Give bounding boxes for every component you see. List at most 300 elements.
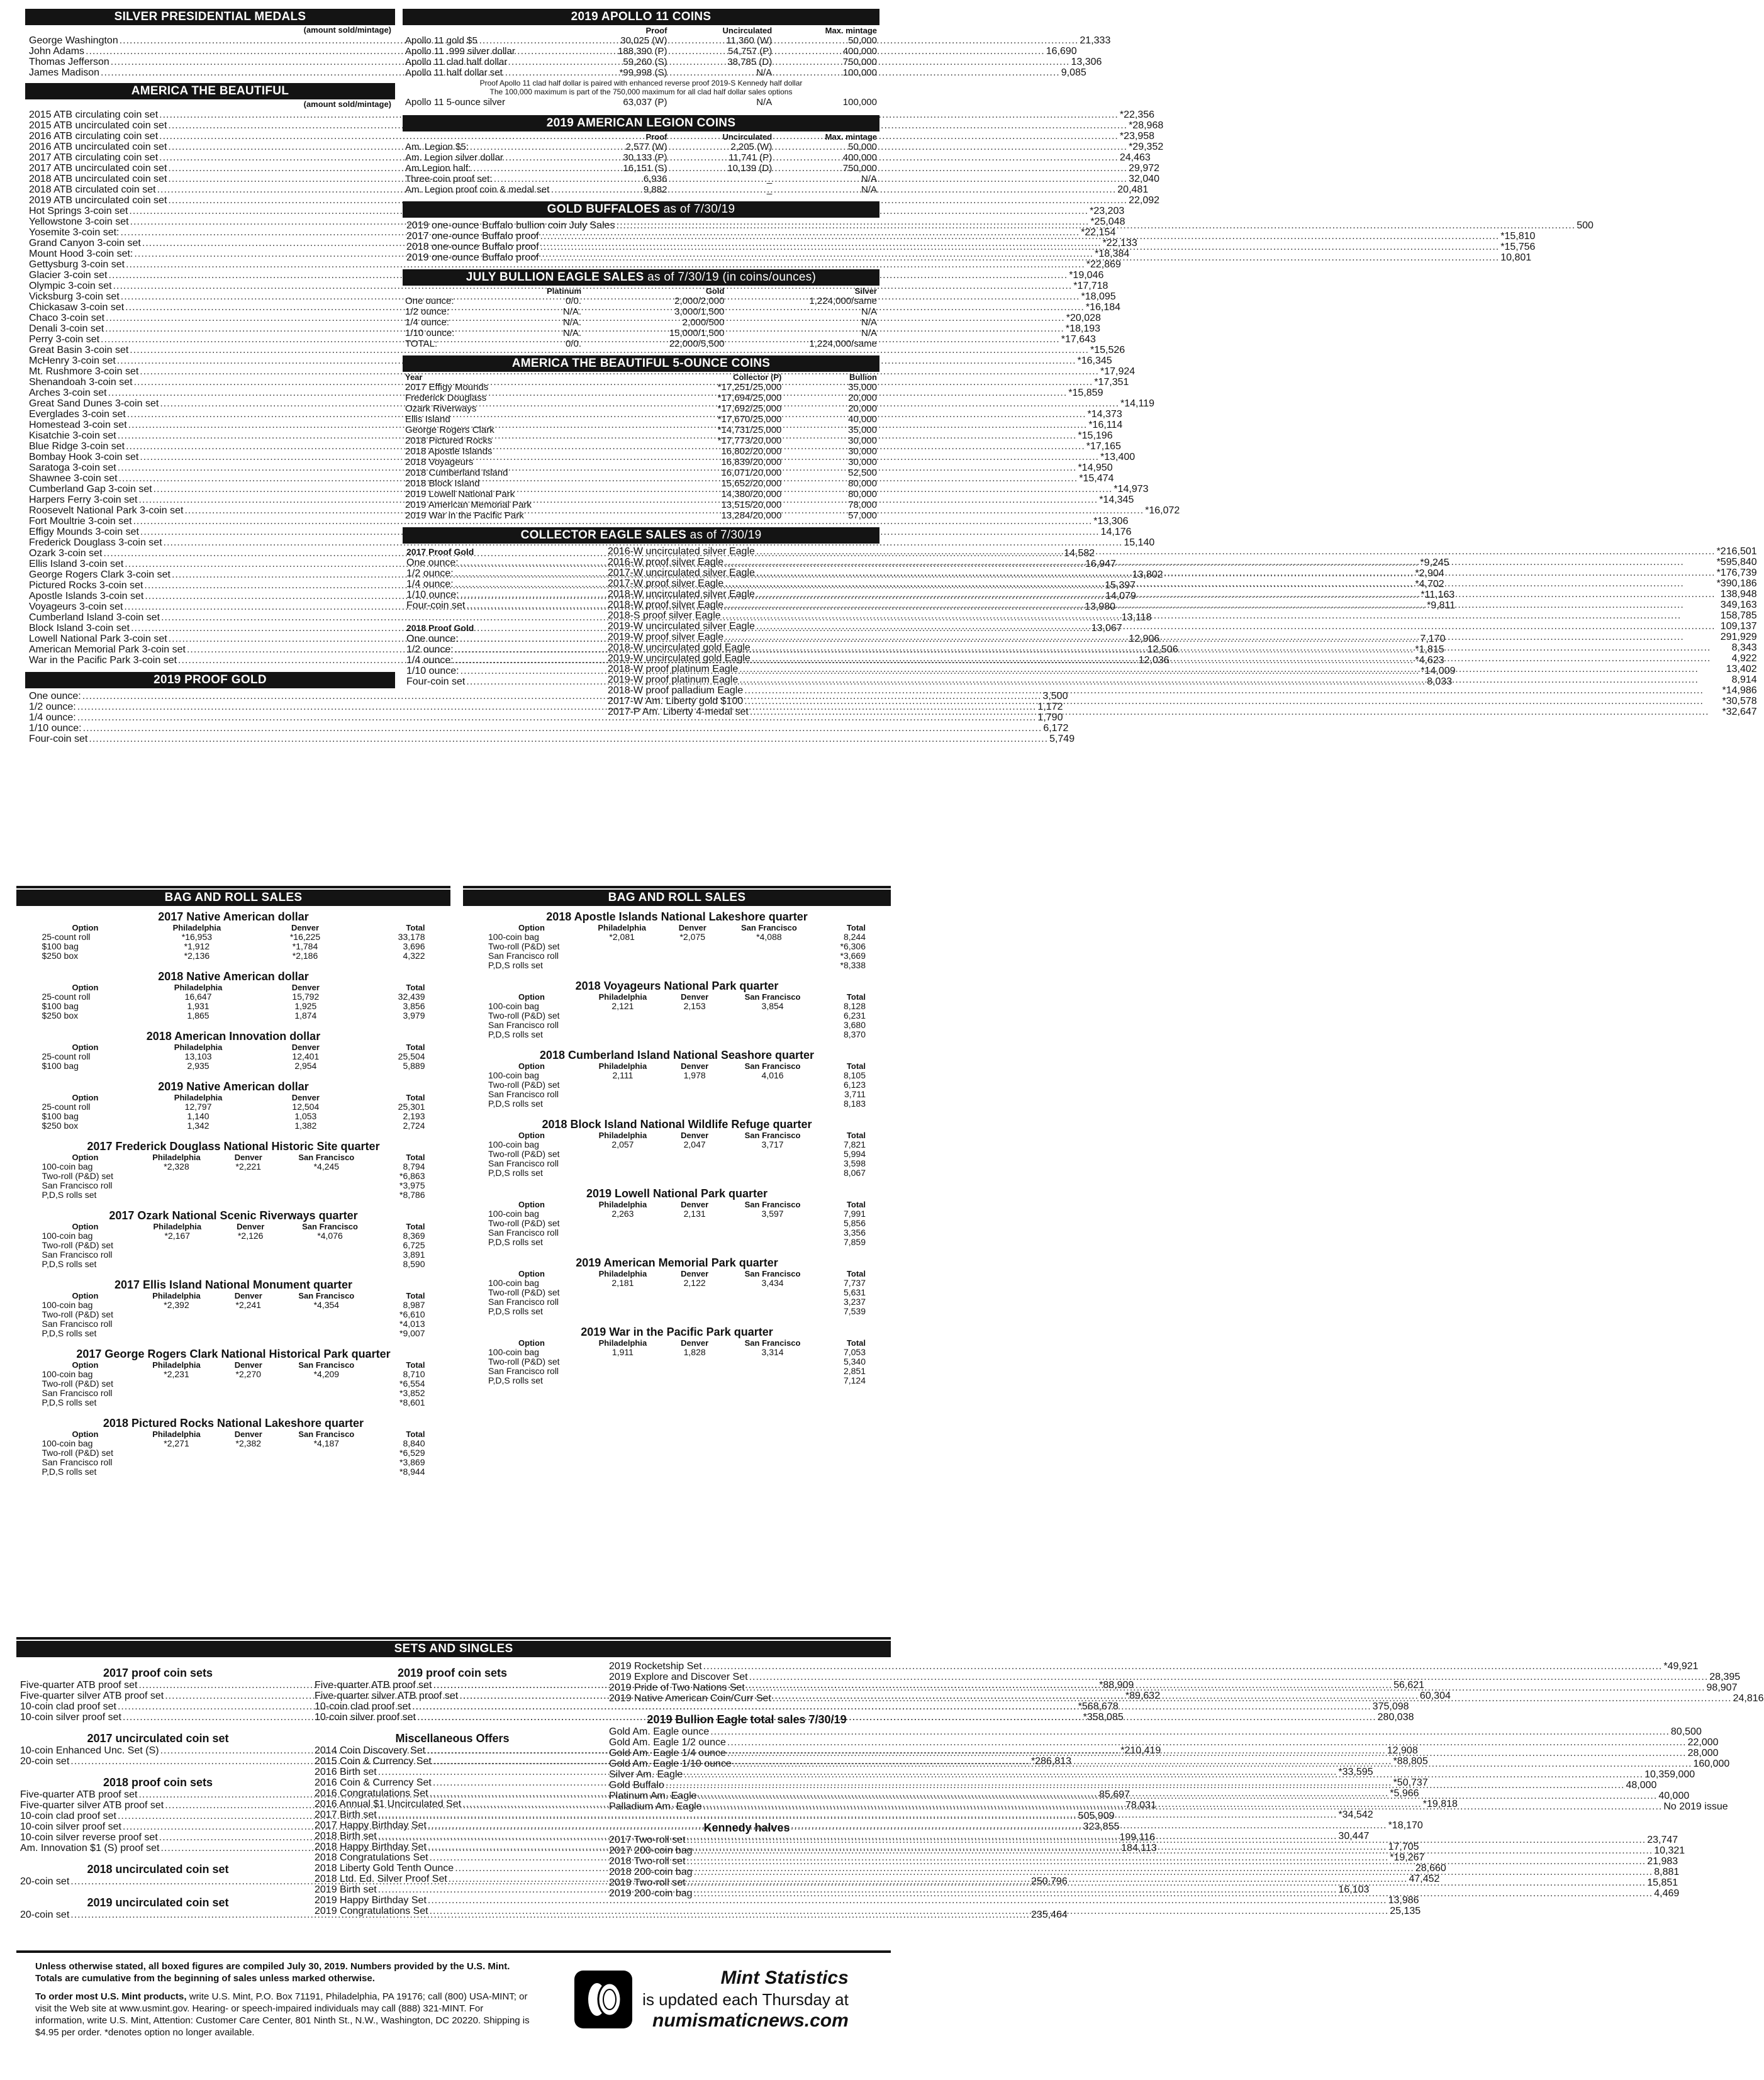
bag-cell: *2,126 bbox=[237, 1231, 264, 1241]
bag-row bbox=[38, 1102, 429, 1112]
item-value: *15,756 bbox=[1500, 242, 1536, 252]
bag-cell: *6,863 bbox=[399, 1171, 425, 1181]
item-value: 13,980 bbox=[1085, 601, 1116, 612]
table-cell: *17,692/25,000 bbox=[717, 403, 782, 414]
atb-caption: (amount sold/mintage) bbox=[303, 99, 391, 109]
silver-medals-header: SILVER PRESIDENTIAL MEDALS bbox=[25, 9, 395, 25]
table-cell: 2019 War in the Pacific Park bbox=[405, 510, 524, 521]
item-value: 13,118 bbox=[1121, 612, 1152, 623]
bag-cell: P,D,S rolls set bbox=[42, 1328, 97, 1338]
dot-leader bbox=[752, 653, 1731, 664]
apollo-header: 2019 APOLLO 11 COINS bbox=[403, 9, 879, 25]
dot-leader bbox=[698, 1791, 1658, 1801]
dot-leader bbox=[756, 546, 1716, 557]
eagle-2018-title: 2018 Proof Gold bbox=[406, 623, 474, 633]
item-label: 2016 Coin & Currency Set bbox=[315, 1777, 432, 1788]
item-value: 235,464 bbox=[1030, 1909, 1068, 1920]
bag-cell: *2,270 bbox=[235, 1369, 262, 1379]
table-cell: 14,380/20,000 bbox=[721, 489, 782, 500]
table-cell: 13,284/20,000 bbox=[721, 510, 782, 521]
column-header: Total bbox=[846, 1200, 866, 1209]
item-value: No 2019 issue bbox=[1663, 1801, 1728, 1812]
bag-cell: 5,340 bbox=[843, 1356, 866, 1367]
bag-table bbox=[38, 1153, 429, 1200]
bag-cell: 3,854 bbox=[761, 1001, 784, 1011]
brand-url[interactable]: numismaticnews.com bbox=[652, 2010, 849, 2031]
item-label: 10-coin silver proof set bbox=[20, 1821, 121, 1832]
table-cell: 2,000/2,000 bbox=[674, 296, 725, 306]
item-label: 2015 Coin & Currency Set bbox=[315, 1756, 432, 1767]
item-label: 10-coin clad proof set bbox=[20, 1701, 116, 1712]
bag-cell: *2,392 bbox=[164, 1300, 189, 1310]
bag-cell: *9,007 bbox=[399, 1328, 425, 1338]
bag-row bbox=[484, 1149, 869, 1159]
item-label: 2017-W proof silver Eagle bbox=[608, 578, 724, 589]
table-row bbox=[403, 382, 879, 393]
bag-cell: Two-roll (P&D) set bbox=[488, 1287, 560, 1297]
column-header: Option bbox=[72, 1153, 99, 1162]
bag-section-title: 2017 Ozark National Scenic Riverways quarter bbox=[109, 1209, 358, 1222]
column-header: Collector (P) bbox=[733, 372, 782, 382]
table-cell: TOTAL: bbox=[405, 338, 438, 349]
table-cell: N/A bbox=[756, 97, 773, 108]
dot-leader bbox=[739, 664, 1724, 674]
bag-cell: P,D,S rolls set bbox=[488, 1029, 543, 1039]
item-value: 13,986 bbox=[1388, 1895, 1419, 1906]
item-value: *16,114 bbox=[1088, 420, 1123, 430]
table-cell: One ounce: bbox=[405, 296, 454, 306]
item-value: *30,578 bbox=[1722, 696, 1757, 707]
dot-leader bbox=[694, 1845, 1653, 1856]
item-label: 1/2 ounce: bbox=[406, 568, 454, 579]
item-label: Bombay Hook 3-coin set bbox=[29, 452, 139, 462]
item-value: 291,929 bbox=[1720, 632, 1757, 642]
legion-body bbox=[403, 142, 879, 195]
bag-cell: 7,124 bbox=[843, 1375, 866, 1385]
bag-row bbox=[484, 1209, 869, 1219]
bag-cell bbox=[133, 1389, 221, 1398]
footer bbox=[16, 1950, 891, 2038]
table-cell: 10,139 (D) bbox=[727, 163, 773, 174]
bag-cell bbox=[722, 1219, 822, 1228]
bag-row bbox=[38, 1190, 429, 1200]
dot-leader bbox=[694, 1867, 1653, 1877]
column-header: Denver bbox=[234, 1360, 262, 1370]
list-item bbox=[25, 516, 1129, 527]
dot-leader bbox=[684, 1769, 1643, 1780]
bag-row bbox=[484, 1140, 869, 1149]
table-cell: 30,000 bbox=[848, 435, 877, 446]
bullion-date: as of 7/30/19 (in coins/ounces) bbox=[644, 271, 817, 284]
bag-cell bbox=[276, 1467, 376, 1477]
column-header: Option bbox=[518, 1200, 545, 1209]
item-value: 16,947 bbox=[1085, 559, 1116, 569]
item-label: 2019-W proof platinum Eagle bbox=[608, 674, 739, 685]
dot-leader bbox=[417, 1712, 1376, 1723]
item-value: 109,137 bbox=[1720, 621, 1757, 632]
bag-cell: 5,994 bbox=[843, 1149, 866, 1159]
column-header: Total bbox=[406, 1043, 425, 1052]
list-item bbox=[605, 1661, 1699, 1672]
bag-row bbox=[38, 1458, 429, 1467]
bag-cell bbox=[279, 1241, 381, 1250]
bag-table bbox=[484, 1062, 869, 1109]
table-cell: Ellis Island bbox=[405, 414, 450, 425]
item-value: 1,172 bbox=[1037, 702, 1063, 712]
bag-cell bbox=[276, 1389, 376, 1398]
bag-cell: $100 bag bbox=[42, 1111, 79, 1121]
column-header bbox=[403, 26, 574, 35]
table-row bbox=[403, 435, 879, 446]
bag-row bbox=[484, 1168, 869, 1178]
bag-cell bbox=[722, 1228, 822, 1238]
item-value: *14,009 bbox=[1421, 666, 1456, 676]
bag-cell: 3,314 bbox=[761, 1347, 784, 1357]
bag-cell: *6,529 bbox=[399, 1448, 425, 1458]
bag-row bbox=[38, 1398, 429, 1407]
item-label: Gold Am. Eagle 1/2 ounce bbox=[609, 1737, 726, 1748]
bag-row bbox=[484, 1376, 869, 1385]
bag-row bbox=[38, 1300, 429, 1310]
item-value: 138,948 bbox=[1720, 589, 1757, 600]
table-cell: 0/0. bbox=[566, 338, 582, 349]
table-row bbox=[403, 184, 879, 195]
item-value: 28,000 bbox=[1687, 1748, 1719, 1758]
bag-cell bbox=[220, 1171, 276, 1181]
bag-row bbox=[484, 1297, 869, 1307]
item-label: John Adams bbox=[29, 46, 85, 57]
column-header: Option bbox=[518, 1061, 545, 1071]
bullion-body bbox=[403, 296, 879, 349]
bag-row bbox=[484, 1228, 869, 1238]
bag-cell bbox=[667, 1168, 723, 1178]
bag-right-sections bbox=[463, 910, 891, 1385]
item-value: *9,811 bbox=[1427, 600, 1456, 611]
sets-header: SETS AND SINGLES bbox=[16, 1641, 891, 1657]
bag-cell bbox=[579, 1357, 667, 1367]
dot-leader bbox=[744, 696, 1721, 707]
bag-cell bbox=[220, 1310, 276, 1319]
table-cell: 2018 Cumberland Island bbox=[405, 467, 508, 478]
list-item bbox=[604, 578, 1761, 589]
bag-cell: San Francisco roll bbox=[42, 1457, 113, 1467]
item-label: 2019-W uncirculated silver Eagle bbox=[608, 621, 755, 632]
item-label: Gold Buffalo bbox=[609, 1780, 664, 1791]
table-row bbox=[403, 306, 879, 317]
item-value: *19,267 bbox=[1390, 1852, 1425, 1863]
list-item bbox=[604, 632, 1761, 642]
item-value: 40,000 bbox=[1658, 1791, 1690, 1801]
bag-row bbox=[38, 1231, 429, 1241]
column-header: Total bbox=[846, 1131, 866, 1140]
item-value: 4,922 bbox=[1731, 653, 1757, 664]
item-label: 2016 Congratulations Set bbox=[315, 1788, 428, 1799]
bag-cell: 3,979 bbox=[403, 1010, 425, 1020]
column-header: Philadelphia bbox=[598, 1131, 647, 1140]
item-value: 12,906 bbox=[1129, 634, 1160, 644]
dot-leader bbox=[725, 578, 1715, 589]
bag-cell bbox=[279, 1250, 381, 1260]
dot-leader bbox=[773, 1693, 1732, 1704]
bag-cell: 100-coin bag bbox=[42, 1161, 93, 1171]
item-label: Chaco 3-coin set bbox=[29, 313, 105, 323]
item-value: *32,647 bbox=[1722, 707, 1757, 717]
item-label: 2018 one-ounce Buffalo proof bbox=[406, 242, 539, 252]
sets-group-title: 2019 Bullion Eagle total sales 7/30/19 bbox=[647, 1713, 847, 1726]
bag-cell bbox=[722, 1307, 822, 1316]
bag-cell: *1,784 bbox=[292, 941, 318, 951]
bag-cell: *3,975 bbox=[399, 1180, 425, 1190]
apollo-head bbox=[403, 26, 879, 35]
table-cell: _ bbox=[766, 174, 773, 184]
bag-cell bbox=[220, 1389, 276, 1398]
column-header: Platinum bbox=[547, 286, 582, 296]
bag-row bbox=[484, 1080, 869, 1090]
bag-cell: 2,131 bbox=[683, 1209, 706, 1219]
item-label: 2016-W proof silver Eagle bbox=[608, 557, 724, 568]
column-header: Denver bbox=[234, 1153, 262, 1162]
item-value: *17,643 bbox=[1061, 334, 1096, 345]
item-label: One ounce: bbox=[29, 691, 81, 702]
item-label: Shawnee 3-coin set bbox=[29, 473, 118, 484]
bag-cell bbox=[133, 1171, 221, 1181]
bag-row bbox=[38, 1181, 429, 1190]
item-label: 10-coin Enhanced Unc. Set (S) bbox=[20, 1745, 159, 1756]
column-header: Philadelphia bbox=[598, 1269, 647, 1278]
bag-cell bbox=[133, 1250, 223, 1260]
column-header: Denver bbox=[681, 1061, 709, 1071]
table-cell: 16,839/20,000 bbox=[721, 457, 782, 467]
item-label: Pictured Rocks 3-coin set bbox=[29, 580, 143, 591]
table-row bbox=[403, 489, 879, 500]
item-label: 2016 Annual $1 Uncirculated Set bbox=[315, 1799, 462, 1809]
bag-cell: 2,193 bbox=[403, 1111, 425, 1121]
bag-cell: 4,322 bbox=[403, 951, 425, 961]
bag-cell: 100-coin bag bbox=[488, 932, 539, 942]
table-cell: *99,998 (S) bbox=[619, 67, 667, 78]
bag-cell: 7,737 bbox=[843, 1278, 866, 1288]
item-label: Five-quarter silver ATB proof set bbox=[315, 1691, 459, 1701]
item-label: Effigy Mounds 3-coin set bbox=[29, 527, 139, 537]
list-item bbox=[25, 537, 1155, 548]
bag-table bbox=[38, 1430, 429, 1477]
list-item bbox=[25, 345, 1125, 355]
list-item bbox=[605, 1726, 1702, 1737]
bag-row bbox=[484, 1288, 869, 1297]
bag-cell bbox=[579, 1168, 667, 1178]
dot-leader bbox=[746, 1682, 1705, 1693]
bag-table bbox=[38, 1361, 429, 1407]
bag-cell: 2,724 bbox=[403, 1121, 425, 1131]
item-label: 2019 Pride of Two Nations Set bbox=[609, 1682, 745, 1693]
bag-cell: 2,111 bbox=[612, 1070, 634, 1080]
item-value: 32,040 bbox=[1129, 174, 1160, 184]
item-label: 2017 ATB circulating coin set bbox=[29, 152, 159, 163]
item-label: Great Sand Dunes 3-coin set bbox=[29, 398, 159, 409]
column-header: Denver bbox=[291, 983, 320, 992]
table-cell: 13,515/20,000 bbox=[721, 500, 782, 510]
item-value: 7,170 bbox=[1420, 634, 1446, 644]
item-value: *50,737 bbox=[1393, 1777, 1428, 1788]
table-cell: Am. Legion silver dollar bbox=[405, 152, 503, 163]
item-label: Lowell National Park 3-coin set bbox=[29, 634, 167, 644]
list-item bbox=[604, 685, 1761, 696]
column-header: Denver bbox=[234, 1291, 262, 1300]
item-label: 1/4 ounce: bbox=[29, 712, 76, 723]
bag-row bbox=[38, 1121, 429, 1131]
item-label: 20-coin set bbox=[20, 1876, 70, 1887]
item-value: *14,373 bbox=[1087, 409, 1122, 420]
apollo-table bbox=[403, 26, 879, 78]
item-value: 13,306 bbox=[1071, 57, 1102, 67]
bullion-head bbox=[403, 287, 879, 296]
table-cell: N/A bbox=[861, 184, 877, 195]
item-value: *22,133 bbox=[1102, 238, 1137, 249]
item-value: 12,908 bbox=[1387, 1745, 1418, 1756]
bag-cell: 3,598 bbox=[843, 1158, 866, 1168]
table-cell: 50,000 bbox=[848, 142, 877, 152]
item-value: 8,343 bbox=[1731, 642, 1757, 653]
bag-cell: 1,925 bbox=[294, 1001, 317, 1011]
column-header: Total bbox=[406, 1153, 425, 1162]
item-label: 10-coin silver proof set bbox=[20, 1712, 121, 1723]
apollo-body bbox=[403, 35, 879, 78]
item-value: 13,402 bbox=[1726, 664, 1757, 674]
bag-cell: 6,231 bbox=[843, 1010, 866, 1020]
item-value: *2,904 bbox=[1415, 568, 1444, 579]
item-value: 17,705 bbox=[1388, 1842, 1419, 1852]
table-cell: 80,000 bbox=[848, 489, 877, 500]
table-cell: 6,936 bbox=[643, 174, 667, 184]
item-label: 20-coin set bbox=[20, 1909, 70, 1920]
bag-cell bbox=[579, 1219, 667, 1228]
bag-right-column bbox=[463, 886, 891, 1385]
bag-cell: San Francisco roll bbox=[488, 1227, 559, 1238]
bag-cell: 5,856 bbox=[843, 1218, 866, 1228]
bag-cell bbox=[579, 1238, 667, 1247]
item-label: Grand Canyon 3-coin set bbox=[29, 238, 141, 249]
bag-cell: 12,504 bbox=[292, 1102, 320, 1112]
item-label: 2018-W uncirculated silver Eagle bbox=[608, 589, 755, 600]
list-item bbox=[25, 259, 1121, 270]
item-label: Frederick Douglass 3-coin set bbox=[29, 537, 162, 548]
item-label: 2019-W uncirculated gold Eagle bbox=[608, 653, 751, 664]
bag-row bbox=[484, 1348, 869, 1357]
item-value: *18,095 bbox=[1081, 291, 1116, 302]
item-value: 9,085 bbox=[1061, 67, 1086, 78]
footer-brand bbox=[532, 1960, 891, 2038]
column-header: Denver bbox=[681, 1338, 709, 1348]
item-label: McHenry 3-coin set bbox=[29, 355, 116, 366]
table-cell: 1,224,000/same bbox=[809, 338, 877, 349]
bag-cell bbox=[722, 1020, 822, 1030]
bag-cell bbox=[276, 1448, 376, 1458]
item-value: 21,333 bbox=[1080, 35, 1111, 46]
legion-header: 2019 AMERICAN LEGION COINS bbox=[403, 115, 879, 131]
table-row bbox=[403, 446, 879, 457]
bag-cell bbox=[220, 1398, 276, 1407]
bag-cell: 7,859 bbox=[843, 1237, 866, 1247]
bag-cell bbox=[667, 1099, 723, 1109]
dot-leader bbox=[703, 1801, 1663, 1812]
list-item bbox=[604, 696, 1761, 707]
bag-cell: 8,128 bbox=[843, 1001, 866, 1011]
bag-section-title: 2018 Voyageurs National Park quarter bbox=[575, 980, 779, 992]
column-header: Denver bbox=[681, 992, 709, 1002]
dot-leader bbox=[710, 1726, 1670, 1737]
bag-cell: Two-roll (P&D) set bbox=[488, 1218, 560, 1228]
item-label: Shenandoah 3-coin set bbox=[29, 377, 133, 388]
table-row bbox=[403, 467, 879, 478]
bag-row bbox=[484, 1219, 869, 1228]
bag-row bbox=[484, 961, 869, 970]
proof-gold-header: 2019 PROOF GOLD bbox=[25, 672, 395, 688]
item-label: James Madison bbox=[29, 67, 100, 78]
table-cell: 3,000/1,500 bbox=[674, 306, 725, 317]
bag-cell: 2,057 bbox=[611, 1139, 634, 1149]
bag-cell: 12,401 bbox=[292, 1051, 320, 1061]
item-label: 2014 Coin Discovery Set bbox=[315, 1745, 426, 1756]
bag-section bbox=[16, 910, 450, 961]
item-value: *4,702 bbox=[1415, 579, 1444, 590]
bag-cell bbox=[220, 1319, 276, 1329]
item-label: 2017 200-coin bag bbox=[609, 1845, 693, 1856]
bag-row bbox=[38, 1162, 429, 1171]
column-header: Total bbox=[406, 983, 425, 992]
column-header: Option bbox=[72, 1429, 99, 1439]
table-cell: *17,251/25,000 bbox=[717, 382, 782, 393]
bag-cell bbox=[665, 961, 720, 970]
item-value: 6,172 bbox=[1043, 723, 1069, 734]
bag-cell: *6,610 bbox=[399, 1309, 425, 1319]
item-label: 2019-W proof silver Eagle bbox=[608, 632, 724, 642]
item-value: 28,395 bbox=[1709, 1672, 1741, 1682]
item-value: 23,747 bbox=[1647, 1835, 1678, 1845]
bag-cell bbox=[579, 1159, 667, 1168]
item-label: Everglades 3-coin set bbox=[29, 409, 126, 420]
bag-cell: P,D,S rolls set bbox=[42, 1397, 97, 1407]
table-row bbox=[403, 414, 879, 425]
dot-leader bbox=[756, 621, 1719, 632]
item-value: *15,810 bbox=[1500, 231, 1536, 242]
item-value: *11,163 bbox=[1421, 590, 1455, 600]
bag-cell: San Francisco roll bbox=[488, 951, 559, 961]
table-cell: 1,224,000/same bbox=[809, 296, 877, 306]
item-value: 199,116 bbox=[1119, 1832, 1156, 1843]
bag-table bbox=[484, 1339, 869, 1385]
item-value: *14,986 bbox=[1722, 685, 1757, 696]
item-label: 1/10 ounce: bbox=[29, 723, 82, 734]
column-header: San Francisco bbox=[298, 1291, 355, 1300]
item-label: 2018-W proof platinum Eagle bbox=[608, 664, 739, 674]
bag-cell: San Francisco roll bbox=[42, 1388, 113, 1398]
bag-cell: 8,987 bbox=[403, 1300, 425, 1310]
bag-section-title: 2019 Lowell National Park quarter bbox=[586, 1187, 768, 1200]
item-label: Mt. Rushmore 3-coin set bbox=[29, 366, 139, 377]
bag-cell: 25,504 bbox=[398, 1051, 425, 1061]
dot-leader bbox=[540, 231, 1500, 242]
bag-cell: 100-coin bag bbox=[488, 1209, 539, 1219]
item-value: *18,384 bbox=[1095, 249, 1130, 259]
bag-cell: *4,187 bbox=[313, 1438, 340, 1448]
bag-cell: 25-count roll bbox=[42, 932, 91, 942]
item-value: 25,135 bbox=[1390, 1906, 1421, 1916]
column-header: Option bbox=[72, 1093, 99, 1102]
item-label: 10-coin clad proof set bbox=[20, 1811, 116, 1821]
bag-cell bbox=[279, 1260, 381, 1269]
table-cell: 1/4 ounce: bbox=[405, 317, 450, 328]
sets-group-title: 2019 proof coin sets bbox=[397, 1667, 508, 1679]
